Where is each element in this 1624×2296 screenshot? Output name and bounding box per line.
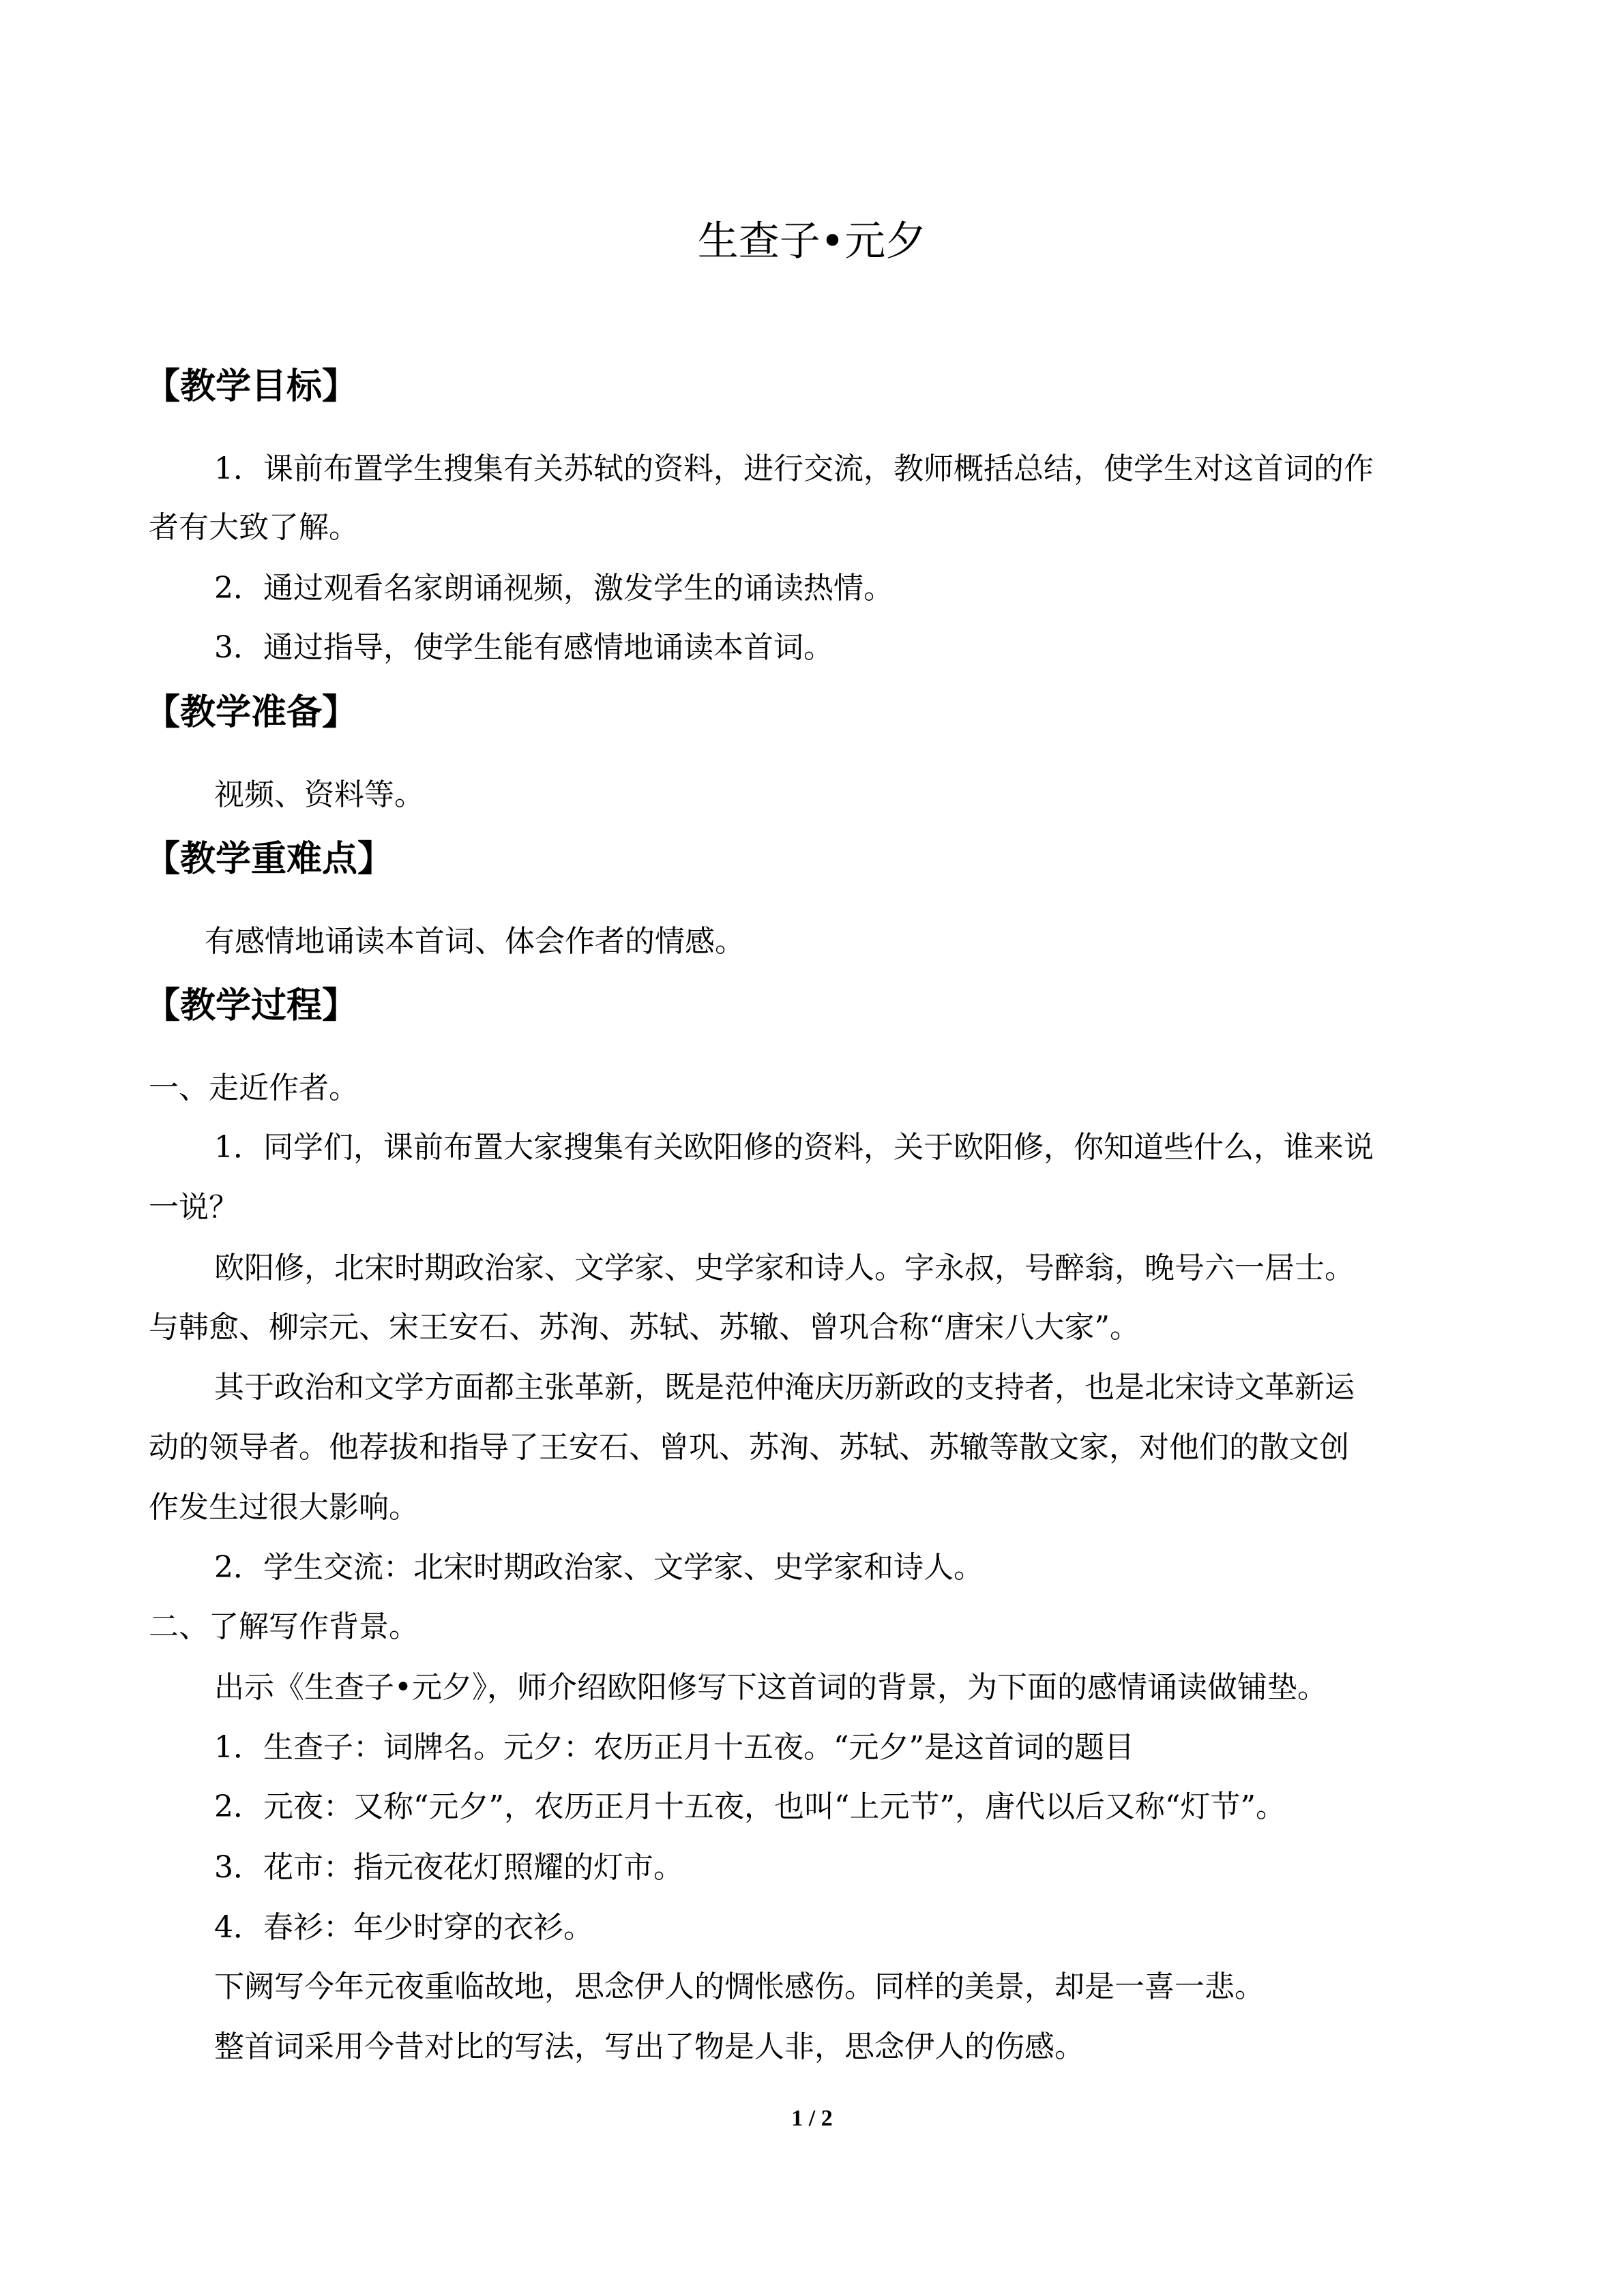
process-line: 动的领导者。他荐拔和指导了王安石、曾巩、苏洵、苏轼、苏辙等散文家，对他们的散文创 <box>149 1430 1349 1465</box>
process-line: 一说？ <box>149 1190 239 1225</box>
goal-line: 者有大致了解。 <box>149 510 359 545</box>
page-number: 1 / 2 <box>791 2106 833 2131</box>
process-line: 1．同学们，课前布置大家搜集有关欧阳修的资料，关于欧阳修，你知道些什么，谁来说 <box>214 1130 1374 1165</box>
process-line: 2．学生交流：北宋时期政治家、文学家、史学家和诗人。 <box>214 1550 984 1585</box>
process-line: 3．花市：指元夜花灯照耀的灯市。 <box>214 1850 683 1885</box>
prep-text: 视频、资料等。 <box>214 777 424 812</box>
process-line: 与韩愈、柳宗元、宋王安石、苏洵、苏轼、苏辙、曾巩合称“唐宋八大家”。 <box>149 1310 1140 1345</box>
process-line: 一、走近作者。 <box>149 1071 359 1105</box>
process-line: 其于政治和文学方面都主张革新，既是范仲淹庆历新政的支持者，也是北宋诗文革新运 <box>214 1370 1355 1405</box>
process-line: 下阙写今年元夜重临故地，思念伊人的惆怅感伤。同样的美景，却是一喜一悲。 <box>214 1969 1265 2004</box>
section-heading-process: 【教学过程】 <box>145 985 358 1026</box>
key-text: 有感情地诵读本首词、体会作者的情感。 <box>205 924 745 959</box>
process-line: 1．生查子：词牌名。元夕：农历正月十五夜。“元夕”是这首词的题目 <box>214 1730 1134 1765</box>
process-line: 2．元夜：又称“元夕”，农历正月十五夜，也叫“上元节”，唐代以后又称“灯节”。 <box>214 1789 1286 1824</box>
section-heading-prep: 【教学准备】 <box>145 691 358 733</box>
section-heading-goals: 【教学目标】 <box>145 366 358 407</box>
process-line: 作发生过很大影响。 <box>149 1490 419 1525</box>
process-line: 4．春衫：年少时穿的衣衫。 <box>214 1910 593 1945</box>
process-line: 整首词采用今昔对比的写法，写出了物是人非，思念伊人的伤感。 <box>214 2029 1084 2064</box>
process-line: 出示《生查子•元夕》，师介绍欧阳修写下这首词的背景，为下面的感情诵读做铺垫。 <box>214 1670 1327 1705</box>
goal-line: 1．课前布置学生搜集有关苏轼的资料，进行交流，教师概括总结，使学生对这首词的作 <box>214 451 1374 486</box>
goal-line: 3．通过指导，使学生能有感情地诵读本首词。 <box>214 630 833 665</box>
goal-line: 2．通过观看名家朗诵视频，激发学生的诵读热情。 <box>214 571 894 606</box>
process-line: 二、了解写作背景。 <box>149 1609 419 1644</box>
process-line: 欧阳修，北宋时期政治家、文学家、史学家和诗人。字永叔，号醉翁，晚号六一居士。 <box>214 1251 1355 1285</box>
section-heading-key: 【教学重难点】 <box>145 838 394 880</box>
document-title: 生查子•元夕 <box>697 218 927 265</box>
